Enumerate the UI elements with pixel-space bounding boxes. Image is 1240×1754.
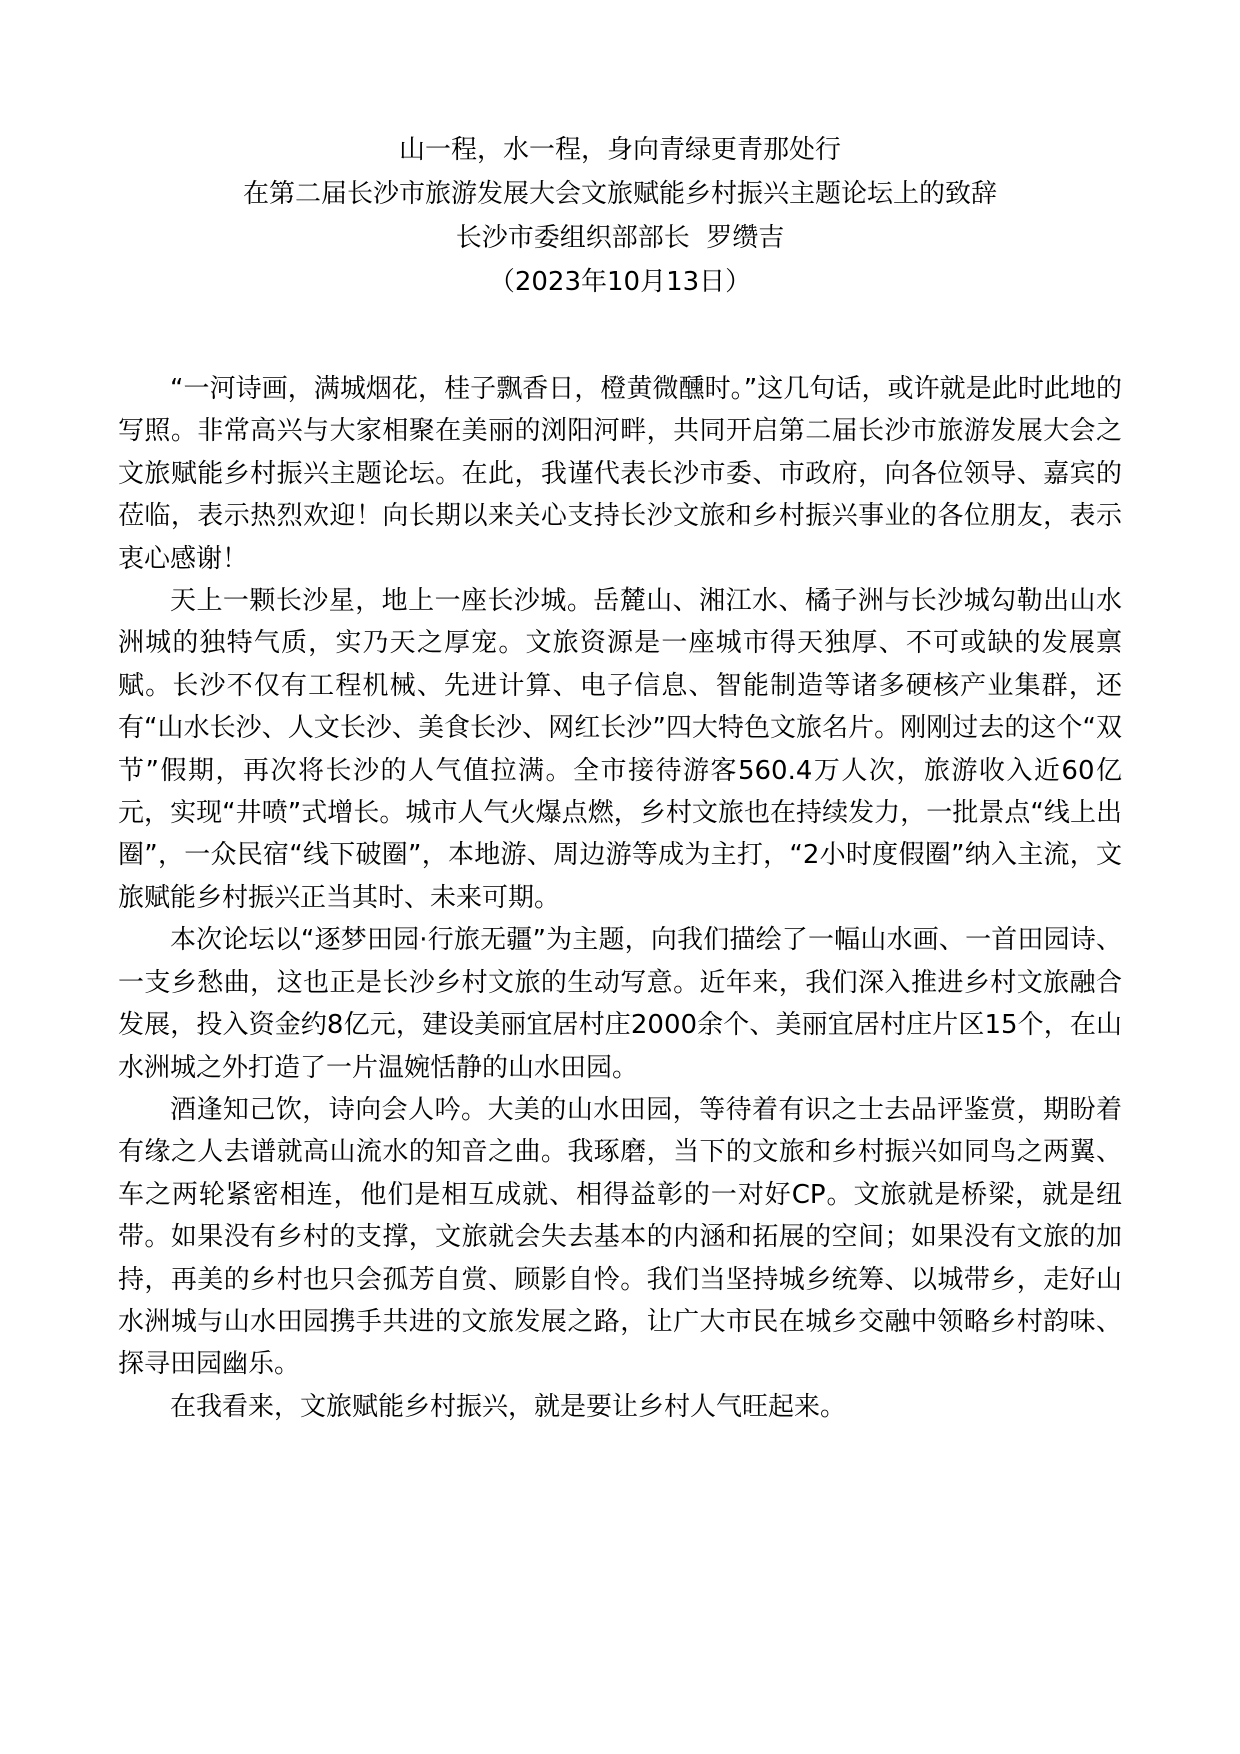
paragraph-culture-and-rural: 酒逢知己饮，诗向会人吟。大美的山水田园，等待着有识之士去品评鉴赏，期盼着有缘之人去谱就高山流水的知音之曲。我琢磨，当下的文旅和乡村振兴如同鸟之两翼、车之两轮紧密相连，他们是相互成就、相得益彰的一对好CP。文旅就是桥梁，就是纽带。如果没有乡村的支撑，文旅就会失去基本的内涵和拓展的空间；如果没有文旅的加持，再美的乡村也只会孤芳自赏、顾影自怜。我们当坚持城乡统筹、以城带乡，走好山水洲城与山水田园携手共进的文旅发展之路，让广大市民在城乡交融中领略乡村韵味、探寻田园幽乐。 bbox=[118, 1094, 1122, 1380]
paragraph-changsha-tourism: 天上一颗长沙星，地上一座长沙城。岳麓山、湘江水、橘子洲与长沙城勾勒出山水洲城的独特气质，实乃天之厚宠。文旅资源是一座城市得天独厚、不可或缺的发展禀赋。长沙不仅有工程机械、先进计算、电子信息、智能制造等诸多硬核产业集群，还有“山水长沙、人文长沙、美食长沙、网红长沙”四大特色文旅名片。刚刚过去的这个“双节”假期，再次将长沙的人气值拉满。全市接待游客560.4万人次，旅游收入近60亿元，实现“井喷”式增长。城市人气火爆点燃，乡村文旅也在持续发力，一批景点“线上出圈”，一众民宿“线下破圈”，本地游、周边游等成为主打，“2小时度假圈”纳入主流，文旅赋能乡村振兴正当其时、未来可期。 bbox=[118, 586, 1122, 913]
paragraph-closing: 在我看来，文旅赋能乡村振兴，就是要让乡村人气旺起来。 bbox=[170, 1391, 847, 1422]
document-body bbox=[118, 368, 1122, 1428]
document-title: 山一程，水一程，身向青绿更青那处行 bbox=[398, 135, 841, 165]
document-header bbox=[0, 128, 1240, 304]
document-author: 长沙市委组织部部长 罗缵吉 bbox=[455, 223, 785, 253]
paragraph-welcome: “一河诗画，满城烟花，桂子飘香日，橙黄微醺时。”这几句话，或许就是此时此地的写照。非常高兴与大家相聚在美丽的浏阳河畔，共同开启第二届长沙市旅游发展大会之文旅赋能乡村振兴主题论坛。在此，我谨代表长沙市委、市政府，向各位领导、嘉宾的莅临，表示热烈欢迎！向长期以来关心支持长沙文旅和乡村振兴事业的各位朋友，表示衷心感谢！ bbox=[118, 374, 1122, 574]
paragraph-forum-theme: 本次论坛以“逐梦田园·行旅无疆”为主题，向我们描绘了一幅山水画、一首田园诗、一支乡愁曲，这也正是长沙乡村文旅的生动写意。近年来，我们深入推进乡村文旅融合发展，投入资金约8亿元，建设美丽宜居村庄2000余个、美丽宜居村庄片区15个，在山水洲城之外打造了一片温婉恬静的山水田园。 bbox=[118, 925, 1122, 1083]
document-date: （2023年10月13日） bbox=[488, 267, 752, 297]
document-subtitle: 在第二届长沙市旅游发展大会文旅赋能乡村振兴主题论坛上的致辞 bbox=[242, 179, 997, 209]
